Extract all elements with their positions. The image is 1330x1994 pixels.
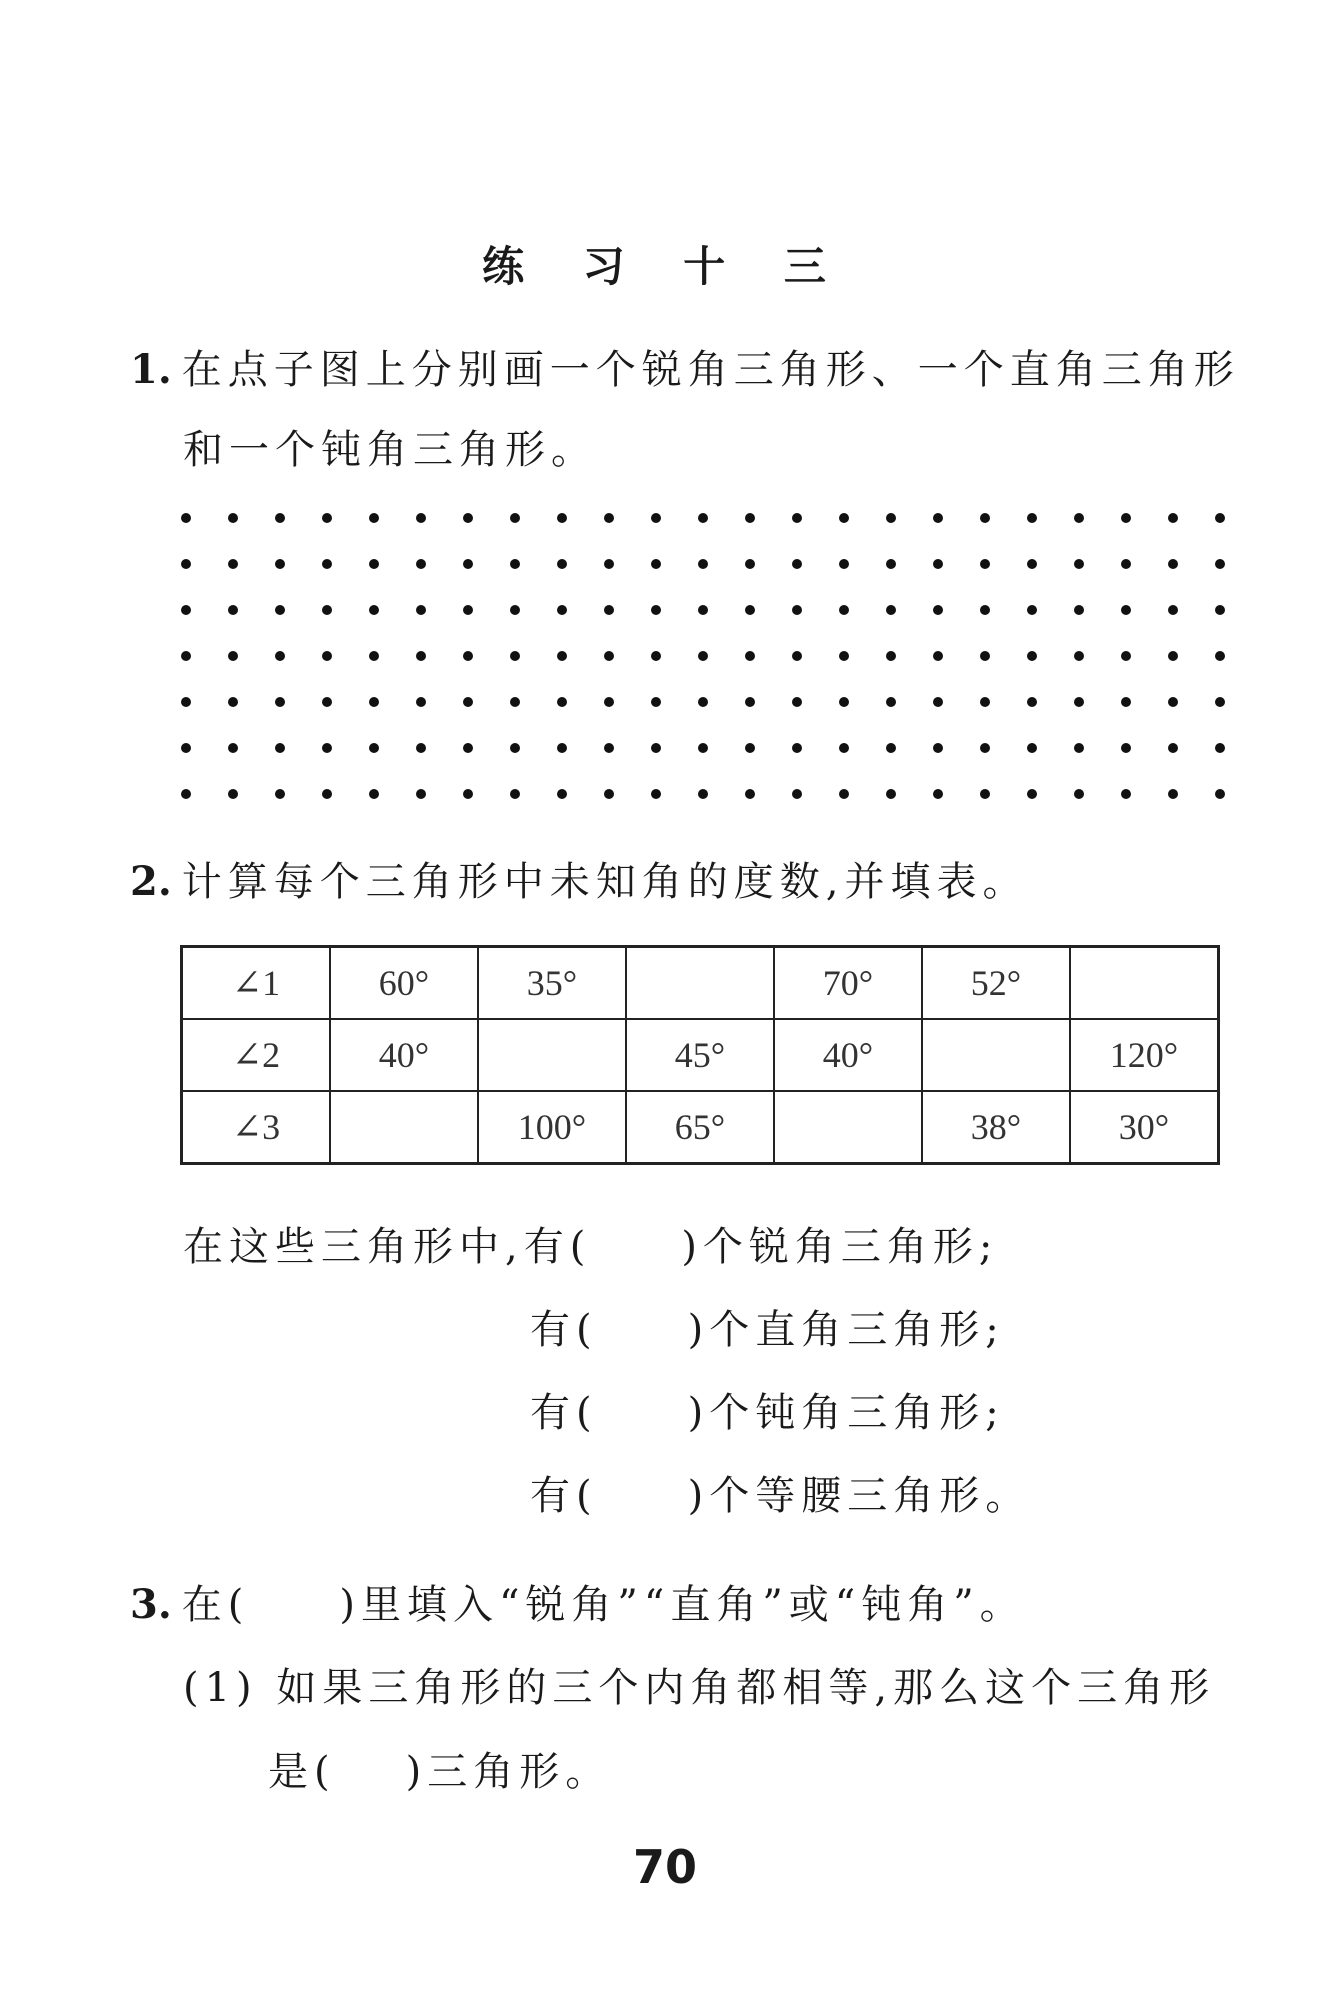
grid-dot[interactable] [463, 513, 473, 523]
sub-line1: 如果三角形的三个内角都相等,那么这个三角形 [276, 1665, 1216, 1711]
grid-dot[interactable] [604, 743, 614, 753]
grid-dot[interactable] [698, 651, 708, 661]
question-3 [130, 1581, 1026, 1628]
question-number: 2. [130, 858, 172, 905]
grid-dot[interactable] [369, 605, 379, 615]
grid-dot[interactable] [886, 559, 896, 569]
grid-dot[interactable] [651, 743, 661, 753]
grid-dot[interactable] [181, 789, 191, 799]
table-cell: 38° [922, 1091, 1070, 1164]
grid-dot[interactable] [275, 605, 285, 615]
question-number: 1. [130, 346, 172, 393]
grid-dot[interactable] [369, 789, 379, 799]
grid-dot[interactable] [792, 789, 802, 799]
grid-dot[interactable] [933, 605, 943, 615]
grid-dot[interactable] [839, 651, 849, 661]
grid-dot[interactable] [322, 559, 332, 569]
grid-dot[interactable] [698, 697, 708, 707]
fill-close: )个锐角三角形; [681, 1224, 999, 1270]
question-1-line2: 和一个钝角三角形。 [183, 427, 597, 473]
grid-dot[interactable] [1215, 605, 1225, 615]
grid-dot[interactable] [228, 605, 238, 615]
fill-close: )个直角三角形; [687, 1307, 1005, 1353]
grid-dot[interactable] [1168, 743, 1178, 753]
grid-dot[interactable] [416, 605, 426, 615]
table-cell: 40° [330, 1019, 478, 1091]
table-cell[interactable] [1070, 947, 1219, 1020]
fill-open: 有( [530, 1390, 598, 1436]
grid-dot[interactable] [1027, 605, 1037, 615]
grid-dot[interactable] [1168, 651, 1178, 661]
fill-line-4 [530, 1473, 1032, 1519]
table-cell: ∠1 [182, 947, 331, 1020]
grid-dot[interactable] [604, 651, 614, 661]
grid-dot[interactable] [651, 513, 661, 523]
grid-dot[interactable] [181, 559, 191, 569]
fill-open: 有( [530, 1307, 598, 1353]
fill-open: 有( [523, 1224, 592, 1270]
grid-dot[interactable] [792, 513, 802, 523]
fill-prefix: 在这些三角形中, [183, 1224, 524, 1270]
grid-dot[interactable] [322, 651, 332, 661]
grid-dot[interactable] [181, 651, 191, 661]
grid-dot[interactable] [933, 697, 943, 707]
grid-dot[interactable] [839, 697, 849, 707]
grid-dot[interactable] [275, 559, 285, 569]
sub-label: (1) [183, 1665, 258, 1711]
table-row [182, 1091, 1219, 1164]
grid-dot[interactable] [557, 605, 567, 615]
table-cell[interactable] [922, 1019, 1070, 1091]
grid-dot[interactable] [557, 651, 567, 661]
grid-dot[interactable] [1168, 605, 1178, 615]
grid-dot[interactable] [604, 513, 614, 523]
grid-dot[interactable] [1027, 697, 1037, 707]
table-cell[interactable] [330, 1091, 478, 1164]
grid-dot[interactable] [369, 697, 379, 707]
fill-close: )个等腰三角形。 [687, 1473, 1032, 1519]
grid-dot[interactable] [1027, 743, 1037, 753]
grid-dot[interactable] [1121, 697, 1131, 707]
grid-dot[interactable] [651, 559, 661, 569]
grid-dot[interactable] [322, 605, 332, 615]
grid-dot[interactable] [745, 743, 755, 753]
grid-dot[interactable] [416, 743, 426, 753]
fill-open: 是( [268, 1749, 336, 1795]
grid-dot[interactable] [510, 743, 520, 753]
page-number: 70 [632, 1840, 697, 1894]
grid-dot[interactable] [1121, 605, 1131, 615]
question-3-sub1 [183, 1665, 1216, 1711]
grid-dot[interactable] [839, 513, 849, 523]
grid-dot[interactable] [1074, 743, 1084, 753]
table-cell[interactable] [626, 947, 774, 1020]
grid-dot[interactable] [463, 789, 473, 799]
grid-dot[interactable] [792, 697, 802, 707]
grid-dot[interactable] [745, 605, 755, 615]
grid-dot[interactable] [416, 697, 426, 707]
grid-dot[interactable] [275, 513, 285, 523]
grid-dot[interactable] [651, 789, 661, 799]
grid-dot[interactable] [980, 789, 990, 799]
grid-dot[interactable] [792, 559, 802, 569]
grid-dot[interactable] [416, 559, 426, 569]
grid-dot[interactable] [181, 513, 191, 523]
grid-dot[interactable] [1168, 559, 1178, 569]
grid-dot[interactable] [1215, 651, 1225, 661]
grid-dot[interactable] [557, 513, 567, 523]
grid-dot[interactable] [322, 789, 332, 799]
grid-dot[interactable] [698, 513, 708, 523]
grid-dot[interactable] [1168, 697, 1178, 707]
table-row [182, 947, 1219, 1020]
grid-dot[interactable] [228, 513, 238, 523]
question-3-open: 在( [181, 1582, 250, 1628]
grid-dot[interactable] [1121, 743, 1131, 753]
grid-dot[interactable] [369, 559, 379, 569]
grid-dot[interactable] [1027, 789, 1037, 799]
grid-dot[interactable] [792, 605, 802, 615]
grid-dot[interactable] [557, 743, 567, 753]
question-1 [130, 346, 1240, 393]
fill-line-3 [530, 1390, 1005, 1436]
grid-dot[interactable] [510, 605, 520, 615]
question-2 [130, 858, 1029, 905]
grid-dot[interactable] [557, 697, 567, 707]
grid-dot[interactable] [463, 651, 473, 661]
grid-dot[interactable] [839, 605, 849, 615]
angle-table [180, 945, 1220, 1165]
grid-dot[interactable] [510, 559, 520, 569]
grid-dot[interactable] [228, 651, 238, 661]
grid-dot[interactable] [322, 513, 332, 523]
fill-close: )个钝角三角形; [687, 1390, 1005, 1436]
grid-dot[interactable] [322, 697, 332, 707]
grid-dot[interactable] [1027, 559, 1037, 569]
grid-dot[interactable] [228, 697, 238, 707]
grid-dot[interactable] [1121, 513, 1131, 523]
grid-dot[interactable] [604, 697, 614, 707]
grid-dot[interactable] [181, 743, 191, 753]
grid-dot[interactable] [1074, 789, 1084, 799]
table-cell: 45° [626, 1019, 774, 1091]
table-cell: 30° [1070, 1091, 1219, 1164]
grid-dot[interactable] [651, 697, 661, 707]
grid-dot[interactable] [228, 743, 238, 753]
table-cell: 100° [478, 1091, 626, 1164]
grid-dot[interactable] [745, 651, 755, 661]
grid-dot[interactable] [1027, 513, 1037, 523]
grid-dot[interactable] [275, 743, 285, 753]
grid-dot[interactable] [463, 559, 473, 569]
grid-dot[interactable] [980, 513, 990, 523]
grid-dot[interactable] [510, 789, 520, 799]
grid-dot[interactable] [886, 743, 896, 753]
grid-dot[interactable] [275, 651, 285, 661]
grid-dot[interactable] [1215, 697, 1225, 707]
grid-dot[interactable] [698, 789, 708, 799]
grid-dot[interactable] [651, 651, 661, 661]
grid-dot[interactable] [1074, 513, 1084, 523]
grid-dot[interactable] [1121, 651, 1131, 661]
grid-dot[interactable] [1215, 513, 1225, 523]
grid-dot[interactable] [1121, 559, 1131, 569]
grid-dot[interactable] [604, 559, 614, 569]
table-cell: 65° [626, 1091, 774, 1164]
grid-dot[interactable] [886, 513, 896, 523]
table-cell[interactable] [774, 1091, 922, 1164]
page-title: 练 习 十 三 [482, 242, 848, 291]
grid-dot[interactable] [1074, 559, 1084, 569]
grid-dot[interactable] [369, 651, 379, 661]
grid-dot[interactable] [463, 605, 473, 615]
table-cell: ∠3 [182, 1091, 331, 1164]
grid-dot[interactable] [698, 559, 708, 569]
fill-open: 有( [530, 1473, 598, 1519]
grid-dot[interactable] [980, 559, 990, 569]
grid-dot[interactable] [275, 789, 285, 799]
question-1-line1: 在点子图上分别画一个锐角三角形、一个直角三角形 [181, 347, 1240, 393]
grid-dot[interactable] [416, 789, 426, 799]
fill-line-1 [183, 1224, 999, 1270]
grid-dot[interactable] [886, 697, 896, 707]
grid-dot[interactable] [228, 559, 238, 569]
grid-dot[interactable] [1121, 789, 1131, 799]
grid-dot[interactable] [557, 789, 567, 799]
grid-dot[interactable] [886, 605, 896, 615]
grid-dot[interactable] [745, 559, 755, 569]
question-2-text: 计算每个三角形中未知角的度数,并填表。 [181, 859, 1029, 905]
grid-dot[interactable] [181, 697, 191, 707]
grid-dot[interactable] [604, 605, 614, 615]
grid-dot[interactable] [416, 651, 426, 661]
grid-dot[interactable] [510, 697, 520, 707]
grid-dot[interactable] [510, 651, 520, 661]
grid-dot[interactable] [1027, 651, 1037, 661]
grid-dot[interactable] [933, 651, 943, 661]
table-cell: 40° [774, 1019, 922, 1091]
grid-dot[interactable] [980, 651, 990, 661]
grid-dot[interactable] [839, 559, 849, 569]
grid-dot[interactable] [792, 743, 802, 753]
grid-dot[interactable] [933, 513, 943, 523]
grid-dot[interactable] [651, 605, 661, 615]
dot-grid[interactable] [170, 502, 1250, 822]
grid-dot[interactable] [1215, 789, 1225, 799]
grid-dot[interactable] [463, 697, 473, 707]
grid-dot[interactable] [792, 651, 802, 661]
table-cell: ∠2 [182, 1019, 331, 1091]
question-3-text: )里填入“锐角”“直角”或“钝角”。 [339, 1582, 1026, 1628]
grid-dot[interactable] [933, 789, 943, 799]
grid-dot[interactable] [463, 743, 473, 753]
grid-dot[interactable] [839, 743, 849, 753]
grid-dot[interactable] [933, 559, 943, 569]
grid-dot[interactable] [228, 789, 238, 799]
question-number: 3. [130, 1581, 172, 1628]
fill-close: )三角形。 [405, 1749, 612, 1795]
grid-dot[interactable] [698, 605, 708, 615]
fill-line-2 [530, 1307, 1005, 1353]
grid-dot[interactable] [1215, 559, 1225, 569]
grid-dot[interactable] [745, 513, 755, 523]
grid-dot[interactable] [416, 513, 426, 523]
grid-dot[interactable] [369, 743, 379, 753]
grid-dot[interactable] [510, 513, 520, 523]
table-cell: 70° [774, 947, 922, 1020]
grid-dot[interactable] [980, 743, 990, 753]
question-3-sub1-line2 [268, 1749, 612, 1795]
grid-dot[interactable] [745, 697, 755, 707]
grid-dot[interactable] [1168, 789, 1178, 799]
grid-dot[interactable] [980, 697, 990, 707]
table-row [182, 1019, 1219, 1091]
grid-dot[interactable] [698, 743, 708, 753]
grid-dot[interactable] [1168, 513, 1178, 523]
grid-dot[interactable] [369, 513, 379, 523]
grid-dot[interactable] [933, 743, 943, 753]
grid-dot[interactable] [557, 559, 567, 569]
table-cell[interactable] [478, 1019, 626, 1091]
table-cell: 120° [1070, 1019, 1219, 1091]
grid-dot[interactable] [886, 789, 896, 799]
table-cell: 35° [478, 947, 626, 1020]
grid-dot[interactable] [980, 605, 990, 615]
grid-dot[interactable] [181, 605, 191, 615]
grid-dot[interactable] [604, 789, 614, 799]
table-cell: 52° [922, 947, 1070, 1020]
grid-dot[interactable] [839, 789, 849, 799]
grid-dot[interactable] [1215, 743, 1225, 753]
grid-dot[interactable] [1074, 605, 1084, 615]
grid-dot[interactable] [322, 743, 332, 753]
grid-dot[interactable] [886, 651, 896, 661]
grid-dot[interactable] [1074, 697, 1084, 707]
grid-dot[interactable] [745, 789, 755, 799]
table-cell: 60° [330, 947, 478, 1020]
grid-dot[interactable] [1074, 651, 1084, 661]
grid-dot[interactable] [275, 697, 285, 707]
